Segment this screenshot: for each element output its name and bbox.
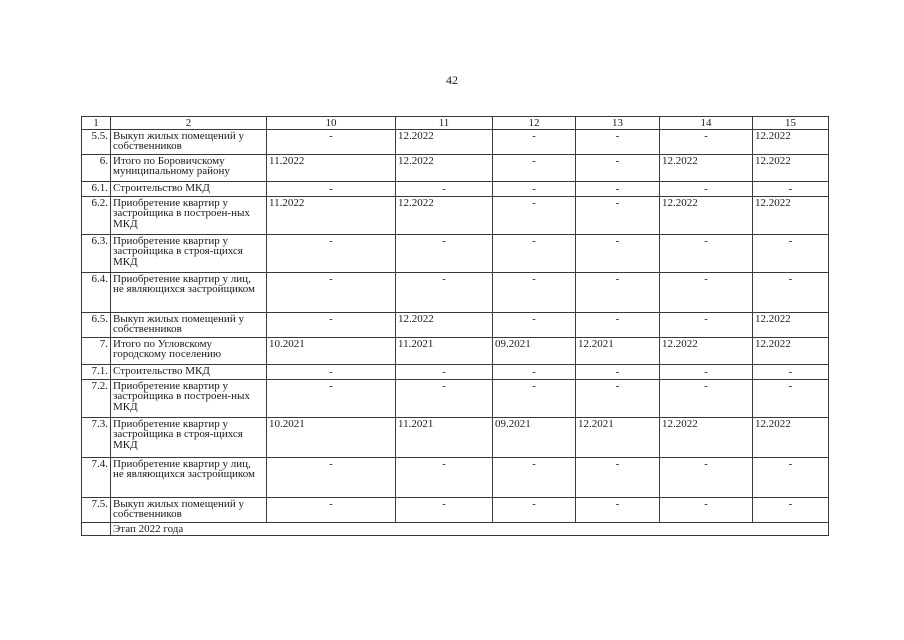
date-cell: - <box>493 154 576 181</box>
header-cell: 12 <box>493 117 576 130</box>
date-cell: - <box>660 379 753 417</box>
date-cell: 11.2022 <box>267 154 396 181</box>
date-cell: - <box>493 234 576 272</box>
header-cell: 13 <box>576 117 660 130</box>
table-body <box>82 117 829 536</box>
header-cell: 1 <box>82 117 111 130</box>
date-cell: - <box>753 234 829 272</box>
row-number-cell: 6.5. <box>82 312 111 337</box>
date-cell: - <box>576 196 660 234</box>
date-cell: - <box>576 181 660 196</box>
date-cell: - <box>267 312 396 337</box>
date-cell: 10.2021 <box>267 337 396 364</box>
date-cell: - <box>576 312 660 337</box>
row-name-cell: Строительство МКД <box>111 364 267 379</box>
date-cell: 12.2022 <box>660 154 753 181</box>
date-cell: 12.2022 <box>396 312 493 337</box>
date-cell: 12.2022 <box>660 337 753 364</box>
date-cell: - <box>493 181 576 196</box>
date-cell: - <box>660 312 753 337</box>
date-cell: - <box>660 272 753 312</box>
row-number-cell: 7.5. <box>82 497 111 522</box>
date-cell: 12.2022 <box>753 196 829 234</box>
row-name-cell: Приобретение квартир у лиц, не являющихся застройщиком <box>111 272 267 312</box>
date-cell: 12.2021 <box>576 417 660 457</box>
date-cell: - <box>753 272 829 312</box>
row-name-cell: Выкуп жилых помещений у собственников <box>111 129 267 154</box>
date-cell: - <box>493 272 576 312</box>
date-cell: - <box>396 379 493 417</box>
row-number-cell: 6.1. <box>82 181 111 196</box>
header-row <box>82 117 829 130</box>
row-name-cell: Итого по Угловскому городскому поселению <box>111 337 267 364</box>
date-cell: - <box>660 129 753 154</box>
date-cell: - <box>576 364 660 379</box>
row-name-cell: Приобретение квартир у застройщика в построен-ных МКД <box>111 379 267 417</box>
schedule-table <box>81 116 829 536</box>
table-row <box>82 379 829 417</box>
date-cell: - <box>396 181 493 196</box>
row-number-cell <box>82 522 111 535</box>
row-number-cell: 7.1. <box>82 364 111 379</box>
date-cell: 09.2021 <box>493 417 576 457</box>
row-name-cell: Приобретение квартир у застройщика в построен-ных МКД <box>111 196 267 234</box>
date-cell: - <box>493 196 576 234</box>
date-cell: 12.2022 <box>396 129 493 154</box>
table-row <box>82 312 829 337</box>
page-number: 42 <box>446 73 458 87</box>
date-cell: 12.2022 <box>396 154 493 181</box>
date-cell: 11.2021 <box>396 337 493 364</box>
date-cell: - <box>267 272 396 312</box>
date-cell: - <box>267 129 396 154</box>
date-cell: 12.2022 <box>753 154 829 181</box>
date-cell: - <box>396 234 493 272</box>
date-cell: - <box>493 457 576 497</box>
row-number-cell: 7. <box>82 337 111 364</box>
table-row <box>82 129 829 154</box>
date-cell: - <box>660 181 753 196</box>
row-name-cell: Выкуп жилых помещений у собственников <box>111 497 267 522</box>
row-name-cell: Выкуп жилых помещений у собственников <box>111 312 267 337</box>
row-name-cell: Приобретение квартир у лиц, не являющихся застройщиком <box>111 457 267 497</box>
date-cell: 12.2022 <box>753 417 829 457</box>
date-cell: 12.2022 <box>753 129 829 154</box>
date-cell: 12.2022 <box>660 196 753 234</box>
date-cell: - <box>267 497 396 522</box>
date-cell: - <box>660 234 753 272</box>
date-cell: 12.2022 <box>753 312 829 337</box>
date-cell: - <box>396 364 493 379</box>
date-cell: - <box>660 364 753 379</box>
date-cell: - <box>396 272 493 312</box>
header-cell: 11 <box>396 117 493 130</box>
row-number-cell: 5.5. <box>82 129 111 154</box>
date-cell: 11.2021 <box>396 417 493 457</box>
date-cell: - <box>576 234 660 272</box>
date-cell: - <box>576 497 660 522</box>
table-row <box>82 196 829 234</box>
table-row <box>82 497 829 522</box>
date-cell: - <box>493 129 576 154</box>
row-number-cell: 6. <box>82 154 111 181</box>
stage-row <box>82 522 829 535</box>
date-cell: - <box>396 457 493 497</box>
row-number-cell: 6.2. <box>82 196 111 234</box>
date-cell: - <box>493 364 576 379</box>
table-row <box>82 272 829 312</box>
row-number-cell: 6.3. <box>82 234 111 272</box>
row-number-cell: 6.4. <box>82 272 111 312</box>
table-row <box>82 154 829 181</box>
table-row <box>82 181 829 196</box>
date-cell: - <box>753 457 829 497</box>
header-cell: 2 <box>111 117 267 130</box>
date-cell: - <box>576 154 660 181</box>
header-cell: 15 <box>753 117 829 130</box>
date-cell: 10.2021 <box>267 417 396 457</box>
date-cell: - <box>660 497 753 522</box>
date-cell: 12.2022 <box>396 196 493 234</box>
date-cell: 09.2021 <box>493 337 576 364</box>
stage-title-cell: Этап 2022 года <box>111 522 829 535</box>
date-cell: - <box>267 234 396 272</box>
table-row <box>82 364 829 379</box>
table-row <box>82 337 829 364</box>
date-cell: 12.2022 <box>753 337 829 364</box>
date-cell: - <box>493 497 576 522</box>
row-number-cell: 7.2. <box>82 379 111 417</box>
header-cell: 10 <box>267 117 396 130</box>
date-cell: - <box>753 379 829 417</box>
date-cell: - <box>396 497 493 522</box>
date-cell: - <box>576 129 660 154</box>
date-cell: - <box>267 379 396 417</box>
date-cell: - <box>753 497 829 522</box>
row-name-cell: Строительство МКД <box>111 181 267 196</box>
date-cell: - <box>576 272 660 312</box>
date-cell: - <box>493 312 576 337</box>
date-cell: - <box>753 181 829 196</box>
date-cell: - <box>267 364 396 379</box>
date-cell: - <box>660 457 753 497</box>
date-cell: - <box>753 364 829 379</box>
date-cell: 12.2021 <box>576 337 660 364</box>
row-name-cell: Приобретение квартир у застройщика в строя-щихся МКД <box>111 234 267 272</box>
table-row <box>82 457 829 497</box>
table-row <box>82 234 829 272</box>
date-cell: - <box>576 379 660 417</box>
table-row <box>82 417 829 457</box>
date-cell: 12.2022 <box>660 417 753 457</box>
row-number-cell: 7.4. <box>82 457 111 497</box>
row-number-cell: 7.3. <box>82 417 111 457</box>
date-cell: 11.2022 <box>267 196 396 234</box>
date-cell: - <box>576 457 660 497</box>
row-name-cell: Приобретение квартир у застройщика в строя-щихся МКД <box>111 417 267 457</box>
date-cell: - <box>493 379 576 417</box>
date-cell: - <box>267 181 396 196</box>
date-cell: - <box>267 457 396 497</box>
row-name-cell: Итого по Боровичскому муниципальному району <box>111 154 267 181</box>
header-cell: 14 <box>660 117 753 130</box>
